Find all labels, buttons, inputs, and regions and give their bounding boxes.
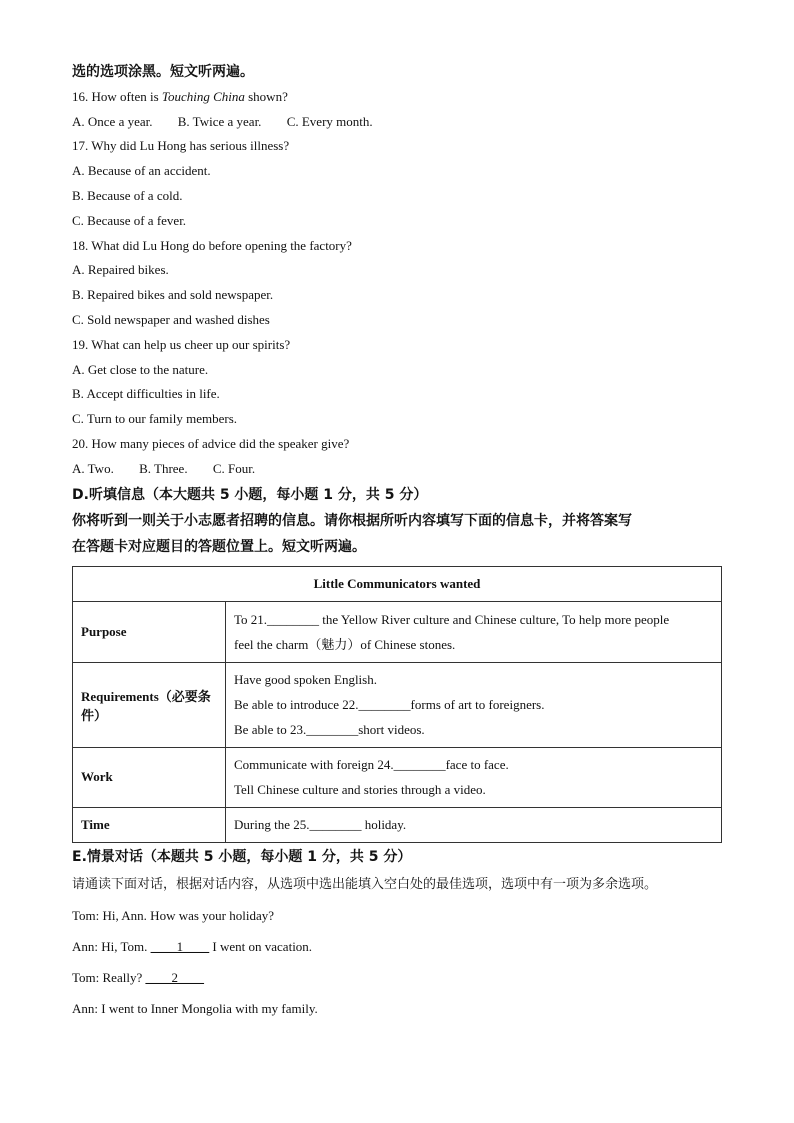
- option[interactable]: C. Sold newspaper and washed dishes: [72, 311, 270, 327]
- row-content: [226, 662, 722, 747]
- option[interactable]: A. Repaired bikes.: [72, 262, 169, 278]
- row-content: [226, 807, 722, 842]
- intro-line: 选的选项涂黑。短文听两遍。: [72, 64, 254, 80]
- fill-line[interactable]: Be able to 23.________short videos.: [234, 722, 425, 738]
- row-label: Requirements（必要条件）: [73, 662, 226, 747]
- option[interactable]: A. Get close to the nature.: [72, 361, 209, 377]
- option[interactable]: C. Because of a fever.: [72, 212, 187, 228]
- dialogue-line: Tom: Really? ____2____: [72, 969, 204, 985]
- text-line: feel the charm（魅力）of Chinese stones.: [234, 636, 456, 652]
- section-d-instruction: 在答题卡对应题目的答题位置上。短文听两遍。: [72, 538, 366, 555]
- options-row: [72, 110, 722, 135]
- question-stem: 17. Why did Lu Hong has serious illness?: [72, 138, 290, 154]
- option[interactable]: C. Turn to our family members.: [72, 411, 238, 427]
- fill-line[interactable]: Communicate with foreign 24.________face to face.: [234, 757, 509, 773]
- option[interactable]: A. Once a year.: [72, 113, 153, 129]
- fill-line[interactable]: To 21.________ the Yellow River culture and Chinese culture, To help more people: [234, 611, 670, 627]
- row-label: Purpose: [73, 601, 226, 662]
- row-content: [226, 747, 722, 807]
- option[interactable]: C. Every month.: [286, 113, 373, 129]
- question-stem: 19. What can help us cheer up our spirits?: [72, 336, 291, 352]
- question-stem: 16. How often is Touching China shown?: [72, 88, 288, 104]
- info-card-title: Little Communicators wanted: [73, 566, 722, 601]
- dialogue-line: Tom: Hi, Ann. How was your holiday?: [72, 907, 275, 923]
- section-e-heading: E.情景对话（本题共 5 小题，每小题 1 分，共 5 分）: [72, 848, 412, 865]
- option[interactable]: A. Two.: [72, 460, 114, 476]
- option[interactable]: B. Because of a cold.: [72, 187, 183, 203]
- option[interactable]: C. Four.: [212, 460, 256, 476]
- option[interactable]: B. Three.: [139, 460, 188, 476]
- fill-line[interactable]: During the 25.________ holiday.: [234, 817, 407, 833]
- row-content: [226, 601, 722, 662]
- dialogue-blank[interactable]: ____2____: [145, 969, 204, 985]
- options-row: [72, 457, 722, 482]
- option[interactable]: B. Accept difficulties in life.: [72, 386, 220, 402]
- section-d-heading: D.听填信息（本大题共 5 小题，每小题 1 分，共 5 分）: [72, 486, 428, 503]
- question-stem: 18. What did Lu Hong do before opening the factory?: [72, 237, 352, 253]
- dialogue-line: Ann: Hi, Tom. ____1____ I went on vacation.: [72, 938, 313, 954]
- row-label: Time: [73, 807, 226, 842]
- option[interactable]: A. Because of an accident.: [72, 163, 211, 179]
- text-line: Tell Chinese culture and stories through a video.: [234, 782, 486, 798]
- fill-line[interactable]: Be able to introduce 22.________forms of art to foreigners.: [234, 697, 545, 713]
- question-stem: 20. How many pieces of advice did the speaker give?: [72, 435, 350, 451]
- dialogue-blank[interactable]: ____1____: [150, 938, 210, 954]
- dialogue-line: Ann: I went to Inner Mongolia with my family.: [72, 1000, 318, 1016]
- section-d-instruction: 你将听到一则关于小志愿者招聘的信息。请你根据所听内容填写下面的信息卡，并将答案写: [72, 512, 632, 529]
- info-card: [72, 566, 722, 843]
- section-e-instruction: 请通读下面对话，根据对话内容，从选项中选出能填入空白处的最佳选项，选项中有一项为多余选项。: [72, 876, 658, 892]
- exam-page: [72, 60, 722, 1024]
- option[interactable]: B. Repaired bikes and sold newspaper.: [72, 287, 274, 303]
- row-label: Work: [73, 747, 226, 807]
- option[interactable]: B. Twice a year.: [177, 113, 262, 129]
- text-line: Have good spoken English.: [234, 672, 377, 688]
